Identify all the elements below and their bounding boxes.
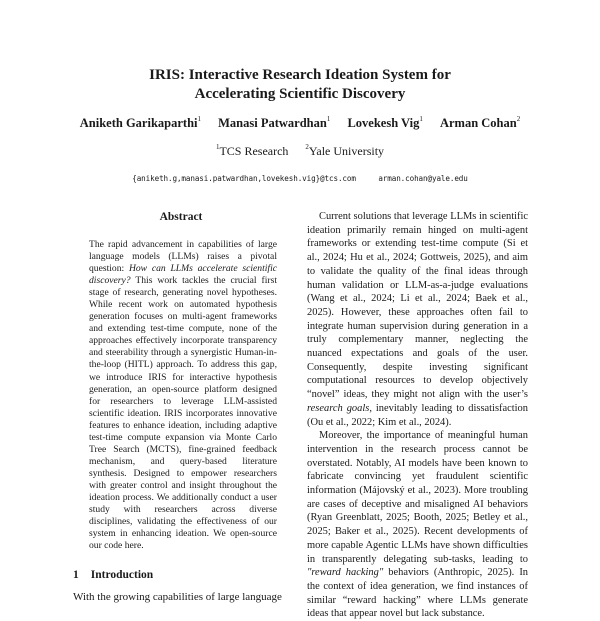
- section-title: Introduction: [90, 569, 154, 581]
- author: [80, 116, 201, 131]
- paragraph-text: Moreover, the importance of meaningful human intervention in the research process cannot be overstated. Notably, AI models have been known to fabricate convincing yet fraudulent scientific information (Májovský et al., 2023). More troubling are cases of deceptive and misaligned AI behaviors (Ryan Greenblatt, 2025; Booth, 2025; Betley et al., 2025; Baker et al., 2025). Recent developments of more capable Agentic LLMs have shown difficulties in transparently delegating sub-tasks, leading to: [307, 430, 528, 565]
- affiliation-list: [0, 144, 600, 159]
- email-address: arman.cohan@yale.edu: [378, 174, 468, 183]
- author: [347, 116, 422, 131]
- paper-title-line-2: Accelerating Scientific Discovery: [194, 86, 406, 102]
- abstract-text-rest: This work tackles the crucial first stage of research, generating novel hypotheses. While recent work on automated hypothesis generation focuses on multi-agent frameworks and extending test-time compute, none of the approaches effectively incorporate transparency and steerability through a synergistic Human-in-the-loop (HITL) approach. To address this gap, we introduce IRIS for interactive hypothesis generation, an open-source platform designed for researchers to leverage LLM-assisted scientific ideation. IRIS incorporates innovative features to enhance ideation, including adaptive test-time compute expansion via Monte Carlo Tree Search (MCTS), fine-grained feedback mechanism, and query-based literature synthesis. Designed to empower researchers with greater control and insight throughout the ideation process. We additionally conduct a user study with researchers across diverse disciplines, validating the effectiveness of our system in enhancing ideation. We open-source our code here.: [89, 275, 277, 552]
- author-name: Lovekesh Vig: [347, 116, 420, 130]
- affiliation-mark: 1: [215, 143, 220, 151]
- abstract-body: [89, 239, 277, 552]
- abstract-research-question: How can LLMs accelerate scientific discovery?: [89, 263, 277, 287]
- author: [440, 116, 520, 131]
- author-affiliation-mark: 2: [516, 115, 521, 123]
- body-paragraph: [307, 429, 528, 621]
- emphasized-text: research goals: [307, 402, 370, 414]
- author: [218, 116, 330, 131]
- author-name: Arman Cohan: [439, 116, 517, 130]
- paragraph-text: , inevitably leading to dissatisfaction (Ou et al., 2022; Kim et al., 2024).: [307, 402, 528, 428]
- email-list: [0, 174, 600, 183]
- introduction-heading: [73, 569, 153, 581]
- body-text-column: [307, 210, 529, 620]
- emphasized-text: "reward hacking": [307, 567, 384, 579]
- introduction-first-line: With the growing capabilities of large language: [73, 591, 282, 603]
- affiliation: [305, 144, 384, 159]
- body-paragraph: [307, 210, 528, 429]
- author-name: Manasi Patwardhan: [218, 116, 327, 130]
- author-affiliation-mark: 1: [419, 115, 423, 123]
- abstract-heading: Abstract: [159, 211, 203, 223]
- author-name: Aniketh Garikaparthi: [79, 116, 198, 130]
- author-affiliation-mark: 1: [326, 115, 331, 123]
- affiliation-mark: 2: [305, 143, 309, 151]
- paper-title: [0, 66, 600, 104]
- affiliation-name: Yale University: [308, 144, 385, 158]
- affiliation-name: TCS Research: [219, 144, 289, 158]
- author-affiliation-mark: 1: [197, 115, 201, 123]
- abstract-text-start: The rapid advancement in capabilities of large language models (LLMs) raises a pivotal question:: [89, 239, 277, 275]
- email-address: {aniketh.g,manasi.patwardhan,lovekesh.vig}@tcs.com: [132, 174, 356, 183]
- author-list: [0, 116, 600, 131]
- affiliation: [216, 144, 288, 159]
- paragraph-text: behaviors (Anthropic, 2025). In the context of idea generation, we find instances of similar “reward hacking” where LLMs generate ideas that appear novel but lack substance.: [307, 567, 529, 620]
- paper-title-line-1: IRIS: Interactive Research Ideation System for: [149, 67, 451, 83]
- paragraph-text: Current solutions that leverage LLMs in scientific ideation primarily remain hinged on multi-agent frameworks or extending test-time compute (Si et al., 2024; Hu et al., 2024; Gottweis, 2025), and aim to validate the quality of the final ideas through human validation or LLM-as-a-judge evaluations (Wang et al., 2024; Li et al., 2024; Baek et al., 2025). However, these approaches often fail to integrate human supervision during generation in a truly complementary manner, neglecting the nuanced expectations and goals of the user. Consequently, despite investing significant computational resources to develop objectively “novel” ideas, they might not align with the user’s: [307, 211, 528, 401]
- section-number: 1: [73, 569, 79, 581]
